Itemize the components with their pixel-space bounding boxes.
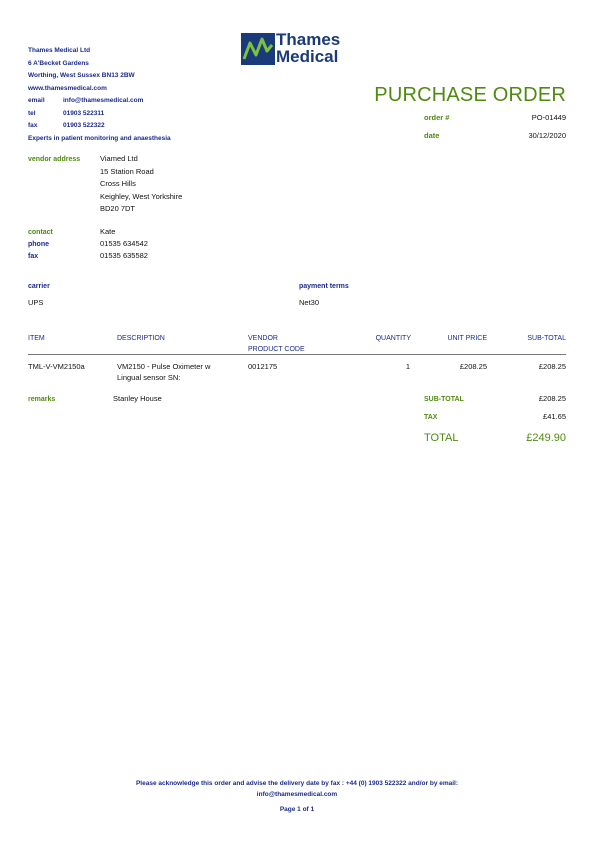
row-item: TML-V-VM2150a <box>28 362 85 371</box>
company-address-line1: 6 A'Becket Gardens <box>28 59 89 67</box>
email-label: email <box>28 97 45 104</box>
vendor-fax-label: fax <box>28 253 39 260</box>
col-header-quantity: QUANTITY <box>375 335 411 342</box>
tel-label: tel <box>28 109 36 117</box>
company-email: info@thamesmedical.com <box>63 97 144 104</box>
logo-wordmark <box>276 31 340 65</box>
totals-total-label: TOTAL <box>424 432 459 444</box>
footer-acknowledge <box>60 778 534 800</box>
table-header-divider <box>28 354 566 355</box>
footer-line1: Please acknowledge this order and advise the delivery date by fax : +44 (0) 1903 522322 and/or by email: <box>135 780 459 787</box>
totals-tax-label: TAX <box>424 414 438 421</box>
page-number: Page 1 of 1 <box>279 806 315 813</box>
totals-tax-value: £41.65 <box>543 412 566 421</box>
payment-terms-label: payment terms <box>299 283 349 290</box>
company-fax: 01903 522322 <box>63 122 105 129</box>
carrier-value: UPS <box>28 298 44 307</box>
logo-mark <box>241 33 275 70</box>
contact-value: Kate <box>100 227 116 236</box>
carrier-label: carrier <box>28 283 50 290</box>
logo-line1: Thames <box>276 30 341 49</box>
col-header-description: DESCRIPTION <box>117 335 165 342</box>
col-header-vendor-code-line2: PRODUCT CODE <box>248 346 305 353</box>
order-date-label: date <box>424 131 440 140</box>
row-subtotal: £208.25 <box>538 362 566 371</box>
vendor-address-label: vendor address <box>28 156 81 163</box>
vendor-line1: 15 Station Road <box>100 166 154 176</box>
vendor-fax-value: 01535 635582 <box>100 251 148 260</box>
row-description <box>117 361 210 383</box>
table-row <box>0 361 594 385</box>
company-website: www.thamesmedical.com <box>28 84 107 92</box>
totals-subtotal-value: £208.25 <box>538 394 566 403</box>
contact-label: contact <box>28 229 53 236</box>
company-fax-row <box>28 120 268 133</box>
logo-icon <box>241 33 275 65</box>
totals-subtotal-label: SUB-TOTAL <box>424 396 464 403</box>
footer-email-link[interactable]: info@thamesmedical.com <box>256 791 338 798</box>
company-tel-row <box>28 108 268 121</box>
col-header-subtotal: SUB-TOTAL <box>527 335 566 342</box>
remarks-label: remarks <box>28 396 56 403</box>
vendor-line4: BD20 7DT <box>100 204 136 213</box>
order-number-label: order # <box>424 113 450 122</box>
row-description-line2: Lingual sensor SN: <box>117 373 181 382</box>
col-header-unit-price: UNIT PRICE <box>447 335 487 342</box>
col-header-vendor-code <box>248 333 305 355</box>
document-title: PURCHASE ORDER <box>374 84 566 106</box>
company-email-row <box>28 95 268 108</box>
order-number-row <box>424 113 566 123</box>
company-name: Thames Medical Ltd <box>28 47 91 54</box>
row-vendor-code: 0012175 <box>248 362 278 371</box>
col-header-item: ITEM <box>28 335 45 342</box>
fax-label: fax <box>28 122 38 129</box>
company-tagline: Experts in patient monitoring and anaesthesia <box>28 134 171 142</box>
order-number-value: PO-01449 <box>531 113 566 122</box>
remarks-value: Stanley House <box>113 394 162 403</box>
vendor-line3: Keighley, West Yorkshire <box>100 191 183 201</box>
order-date-value: 30/12/2020 <box>528 131 566 140</box>
phone-label: phone <box>28 241 49 248</box>
company-tel: 01903 522311 <box>63 109 105 117</box>
vendor-name: Viamed Ltd <box>100 154 138 163</box>
logo-line2: Medical <box>276 47 339 66</box>
company-address-line2: Worthing, West Sussex BN13 2BW <box>28 72 135 79</box>
phone-value: 01535 634542 <box>100 239 148 248</box>
row-unit-price: £208.25 <box>459 362 487 371</box>
company-block <box>28 45 268 145</box>
vendor-line2: Cross Hills <box>100 179 136 188</box>
row-description-line1: VM2150 - Pulse Oximeter w <box>117 362 211 371</box>
totals-total-value: £249.90 <box>526 432 566 444</box>
vendor-address <box>100 153 182 216</box>
payment-terms-value: Net30 <box>299 298 320 307</box>
col-header-vendor-code-line1: VENDOR <box>248 335 278 342</box>
row-quantity: 1 <box>405 362 410 371</box>
order-date-row <box>424 131 566 141</box>
